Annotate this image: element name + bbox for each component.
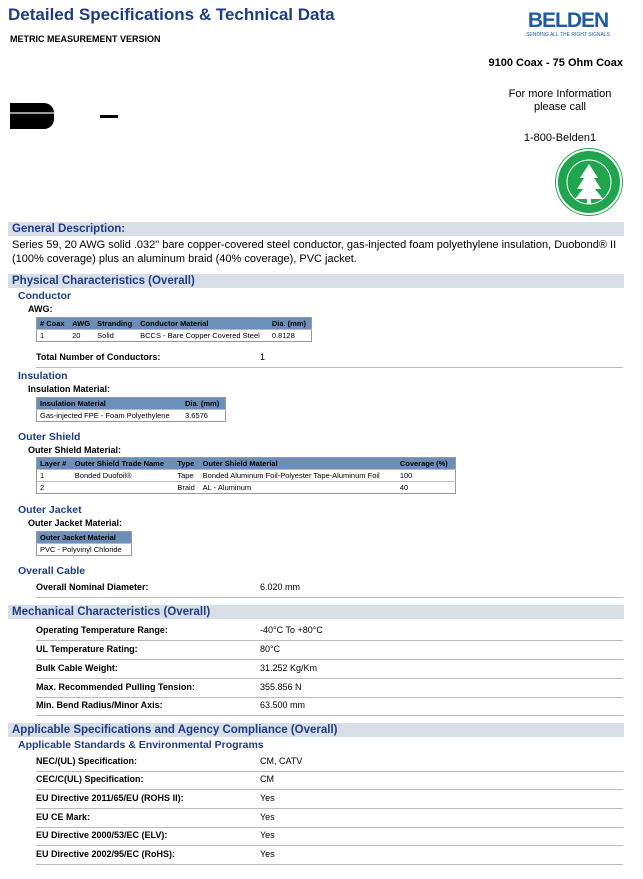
table-cell: Bonded Aluminum Foil-Polyester Tape-Aluminum Foil: [200, 470, 397, 482]
spec-label: Operating Temperature Range:: [36, 625, 168, 635]
table-cell: Gas-injected FPE - Foam Polyethylene: [37, 410, 183, 422]
cable-cross-section-image: [100, 115, 118, 118]
table-cell: Braid: [174, 482, 199, 494]
spec-value: Yes: [260, 793, 275, 803]
table-header: Dia. (mm): [182, 398, 225, 410]
table-cell: PVC - Polyvinyl Chloride: [37, 544, 132, 556]
cable-image-highlight: [10, 112, 54, 114]
insulation-table: [36, 397, 226, 422]
outer-jacket-title: Outer Jacket: [18, 504, 82, 516]
table-cell: 40: [397, 482, 456, 494]
spec-label: Bulk Cable Weight:: [36, 663, 118, 673]
general-description-heading: General Description:: [8, 222, 624, 236]
spec-label: UL Temperature Rating:: [36, 644, 138, 654]
table-header: Type: [174, 458, 199, 470]
page-subtitle: METRIC MEASUREMENT VERSION: [10, 34, 161, 44]
contact-line-1: For more Information: [508, 88, 612, 100]
table-row: [36, 771, 623, 790]
spec-label: Min. Bend Radius/Minor Axis:: [36, 700, 163, 710]
outer-shield-title: Outer Shield: [18, 431, 81, 443]
table-row: [37, 410, 226, 422]
table-row: [36, 846, 623, 865]
insulation-title: Insulation: [18, 370, 68, 382]
cable-image: [10, 103, 54, 129]
total-conductors-row: [36, 349, 623, 368]
table-row: [37, 470, 456, 482]
conductor-table: [36, 317, 312, 342]
overall-diameter-label: Overall Nominal Diameter:: [36, 582, 149, 592]
table-header: Outer Jacket Material: [37, 532, 132, 544]
standards-subheading: Applicable Standards & Environmental Programs: [18, 739, 264, 751]
logo-wordmark: BELDEN: [527, 9, 609, 32]
table-row: [36, 809, 623, 828]
table-cell: AL - Aluminum: [200, 482, 397, 494]
table-header: Coverage (%): [397, 458, 456, 470]
table-header: Conductor Material: [137, 318, 269, 330]
table-cell: Tape: [174, 470, 199, 482]
table-row: [36, 697, 623, 716]
table-row: [36, 827, 623, 846]
logo-tagline: SENDING ALL THE RIGHT SIGNALS: [526, 32, 610, 38]
table-cell: 0.8128: [269, 330, 312, 342]
spec-value: CM: [260, 774, 274, 784]
table-row: [36, 753, 623, 772]
page-title: Detailed Specifications & Technical Data: [8, 5, 335, 24]
general-description-text: Series 59, 20 AWG solid .032" bare copper-covered steel conductor, gas-injected foam polyethylene insulation, Duobond® II (100% coverage) plus an aluminum braid (40% coverage), PVC jacket.: [12, 239, 617, 265]
table-cell: 3.6576: [182, 410, 225, 422]
product-name: 9100 Coax - 75 Ohm Coax: [488, 57, 623, 69]
mechanical-heading: Mechanical Characteristics (Overall): [8, 605, 624, 619]
outer-jacket-table: [36, 531, 132, 556]
table-header: Dia. (mm): [269, 318, 312, 330]
table-header: Layer #: [37, 458, 72, 470]
spec-label: CEC/C(UL) Specification:: [36, 774, 144, 784]
awg-label: AWG:: [28, 304, 53, 314]
belden-logo: [520, 10, 616, 38]
spec-value: 355.856 N: [260, 682, 302, 692]
contact-line-2: please call: [534, 101, 586, 113]
spec-label: EU Directive 2011/65/EU (ROHS II):: [36, 793, 184, 803]
table-cell: 100: [397, 470, 456, 482]
insulation-material-label: Insulation Material:: [28, 384, 111, 394]
table-row: [36, 622, 623, 641]
table-header: Insulation Material: [37, 398, 183, 410]
spec-label: EU Directive 2000/53/EC (ELV):: [36, 830, 168, 840]
spec-label: EU CE Mark:: [36, 812, 91, 822]
table-cell: [72, 482, 175, 494]
table-row: [37, 330, 312, 342]
spec-value: -40°C To +80°C: [260, 625, 323, 635]
outer-shield-label: Outer Shield Material:: [28, 445, 122, 455]
table-cell: 1: [37, 330, 70, 342]
overall-diameter-row: [36, 579, 623, 598]
table-cell: BCCS - Bare Copper Covered Steel: [137, 330, 269, 342]
table-row: [36, 790, 623, 809]
spec-value: Yes: [260, 812, 275, 822]
table-header: Stranding: [94, 318, 137, 330]
table-header: Outer Shield Trade Name: [72, 458, 175, 470]
table-cell: Bonded Duofoil®: [72, 470, 175, 482]
phone-number: 1-800-Belden1: [523, 132, 597, 144]
overall-diameter-value: 6.020 mm: [260, 582, 301, 592]
conductor-title: Conductor: [18, 290, 72, 302]
table-row: [37, 544, 132, 556]
table-row: [37, 482, 456, 494]
table-cell: 20: [69, 330, 94, 342]
table-cell: Solid: [94, 330, 137, 342]
spec-value: Yes: [260, 849, 275, 859]
table-cell: 1: [37, 470, 72, 482]
table-row: [36, 679, 623, 698]
spec-value: 63.500 mm: [260, 700, 306, 710]
total-conductors-value: 1: [260, 352, 266, 362]
spec-label: NEC/(UL) Specification:: [36, 756, 138, 766]
total-conductors-label: Total Number of Conductors:: [36, 352, 161, 362]
spec-value: 80°C: [260, 644, 281, 654]
compliance-heading: Applicable Specifications and Agency Compliance (Overall): [8, 723, 624, 737]
table-row: [36, 660, 623, 679]
table-row: [36, 641, 623, 660]
overall-cable-title: Overall Cable: [18, 565, 86, 577]
rohs-compliant-seal-icon: [556, 149, 622, 215]
spec-label: Max. Recommended Pulling Tension:: [36, 682, 195, 692]
table-header: AWG: [69, 318, 94, 330]
contact-info: [500, 88, 620, 114]
outer-shield-table: [36, 457, 456, 494]
table-header: Outer Shield Material: [200, 458, 397, 470]
spec-value: CM, CATV: [260, 756, 303, 766]
spec-value: Yes: [260, 830, 275, 840]
table-header: # Coax: [37, 318, 70, 330]
table-cell: 2: [37, 482, 72, 494]
physical-heading: Physical Characteristics (Overall): [8, 274, 624, 288]
spec-label: EU Directive 2002/95/EC (RoHS):: [36, 849, 176, 859]
outer-jacket-label: Outer Jacket Material:: [28, 518, 123, 528]
spec-value: 31.252 Kg/Km: [260, 663, 318, 673]
